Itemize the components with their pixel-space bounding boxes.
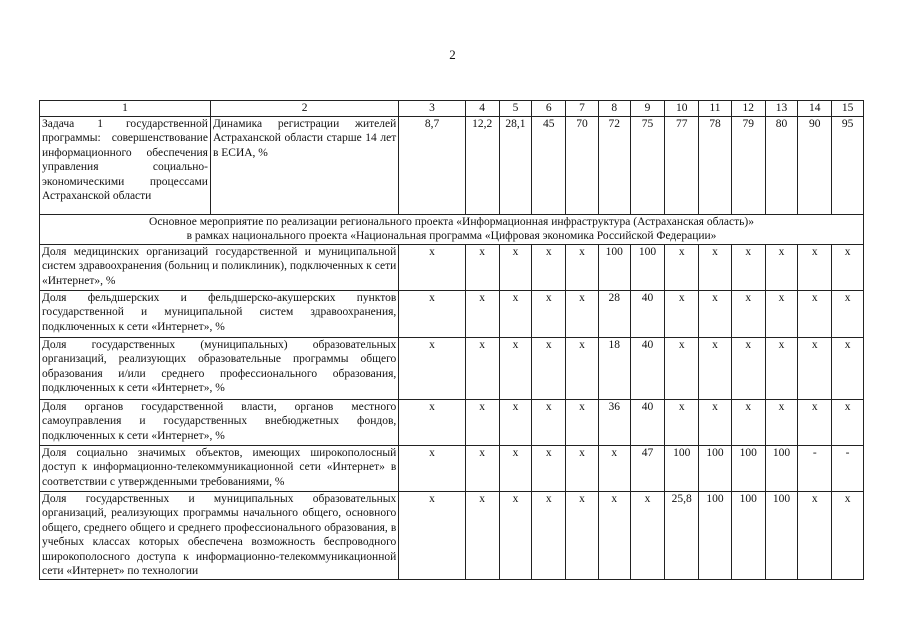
header-cell: 5 (499, 101, 532, 117)
task-indicator: Динамика регистрации жителей Астраханской области старше 14 лет в ЕСИА, % (210, 116, 398, 214)
header-cell: 10 (665, 101, 699, 117)
indicator-text: Доля медицинских организаций государственной и муниципальной систем здравоохранения (больниц и поликлиник), подключенных к сети «Интернет», % (40, 244, 399, 290)
value-cell: х (465, 491, 499, 579)
value-cell: 18 (598, 337, 630, 399)
indicator-table (39, 100, 864, 580)
value-cell: х (399, 445, 466, 491)
value-cell: х (465, 399, 499, 445)
value-cell: х (399, 337, 466, 399)
value-cell: х (798, 399, 832, 445)
value-cell: 100 (765, 445, 798, 491)
value-cell: 90 (798, 116, 832, 214)
value-cell: х (798, 337, 832, 399)
value-cell: х (499, 244, 532, 290)
indicator-text: Доля государственных (муниципальных) образовательных организаций, реализующих образовательные программы общего образования и/или среднего профессионального образования, подключенных к сети «Интернет», % (40, 337, 399, 399)
indicator-text: Доля социально значимых объектов, имеющих широкополосный доступ к информационно-телекоммуникационной сети «Интернет» в соответствии с утвержденными требованиями, % (40, 445, 399, 491)
header-cell: 7 (566, 101, 599, 117)
value-cell: 12,2 (465, 116, 499, 214)
value-cell: 47 (630, 445, 665, 491)
value-cell: 100 (765, 491, 798, 579)
indicator-row (40, 337, 864, 399)
value-cell: 28 (598, 290, 630, 337)
indicator-text: Доля фельдшерских и фельдшерско-акушерских пунктов государственной и муниципальной систем здравоохранения, подключенных к сети «Интернет», % (40, 290, 399, 337)
value-cell: - (832, 445, 864, 491)
value-cell: х (566, 445, 599, 491)
value-cell: 95 (832, 116, 864, 214)
value-cell: 100 (630, 244, 665, 290)
task-description: Задача 1 государственной программы: совершенствование информационного обеспечения управления социально-экономическими процессами Астраханской области (40, 116, 211, 214)
value-cell: 75 (630, 116, 665, 214)
section-title-line1: Основное мероприятие по реализации регионального проекта «Информационная инфраструктура (Астраханская область)» (149, 215, 754, 228)
value-cell: 80 (765, 116, 798, 214)
value-cell: 36 (598, 399, 630, 445)
header-cell: 6 (532, 101, 566, 117)
value-cell: х (765, 290, 798, 337)
header-cell: 8 (598, 101, 630, 117)
value-cell: х (665, 290, 699, 337)
value-cell: х (765, 337, 798, 399)
header-cell: 1 (40, 101, 211, 117)
header-cell: 13 (765, 101, 798, 117)
value-cell: х (765, 399, 798, 445)
value-cell: 100 (699, 491, 732, 579)
value-cell: х (399, 290, 466, 337)
value-cell: х (699, 290, 732, 337)
value-cell: 28,1 (499, 116, 532, 214)
value-cell: 45 (532, 116, 566, 214)
value-cell: х (566, 290, 599, 337)
value-cell: х (731, 290, 765, 337)
value-cell: х (699, 337, 732, 399)
task-row (40, 116, 864, 214)
indicator-row (40, 399, 864, 445)
value-cell: 100 (731, 445, 765, 491)
value-cell: 78 (699, 116, 732, 214)
header-cell: 4 (465, 101, 499, 117)
header-cell: 2 (210, 101, 398, 117)
value-cell: х (832, 399, 864, 445)
header-cell: 3 (399, 101, 466, 117)
value-cell: - (798, 445, 832, 491)
value-cell: 70 (566, 116, 599, 214)
value-cell: х (532, 445, 566, 491)
header-cell: 9 (630, 101, 665, 117)
value-cell: 8,7 (399, 116, 466, 214)
section-title-line2: в рамках национального проекта «Национальная программа «Цифровая экономика Российской Федерации» (186, 230, 717, 242)
value-cell: х (832, 491, 864, 579)
value-cell: х (765, 244, 798, 290)
header-cell: 14 (798, 101, 832, 117)
value-cell: х (630, 491, 665, 579)
indicator-text: Доля органов государственной власти, органов местного самоуправления и государственных внебюджетных фондов, подключенных к сети «Интернет», % (40, 399, 399, 445)
value-cell: 100 (665, 445, 699, 491)
value-cell: 40 (630, 337, 665, 399)
indicator-text: Доля государственных и муниципальных образовательных организаций, реализующих программы начального общего, основного общего, среднего общего и среднего профессионального образования, в учебных классах которых обеспечена возможность беспроводного широкополосного доступа к информационно-телекоммуникационной сети «Интернет» по технологии (40, 491, 399, 579)
section-title (40, 214, 864, 244)
value-cell: х (832, 290, 864, 337)
value-cell: х (731, 399, 765, 445)
value-cell: х (499, 399, 532, 445)
page-number: 2 (449, 47, 456, 62)
value-cell: х (465, 290, 499, 337)
header-cell: 11 (699, 101, 732, 117)
value-cell: х (566, 337, 599, 399)
value-cell: х (532, 399, 566, 445)
value-cell: х (532, 244, 566, 290)
value-cell: х (399, 244, 466, 290)
value-cell: х (665, 244, 699, 290)
value-cell: х (731, 337, 765, 399)
value-cell: х (499, 337, 532, 399)
header-cell: 12 (731, 101, 765, 117)
value-cell: х (566, 244, 599, 290)
value-cell: х (499, 445, 532, 491)
value-cell: 25,8 (665, 491, 699, 579)
value-cell: х (399, 399, 466, 445)
value-cell: х (699, 244, 732, 290)
value-cell: х (699, 399, 732, 445)
value-cell: 40 (630, 399, 665, 445)
value-cell: х (566, 399, 599, 445)
value-cell: х (532, 290, 566, 337)
header-row (40, 101, 864, 117)
value-cell: х (731, 244, 765, 290)
indicator-row (40, 290, 864, 337)
value-cell: 77 (665, 116, 699, 214)
value-cell: х (499, 491, 532, 579)
value-cell: х (798, 491, 832, 579)
value-cell: х (465, 337, 499, 399)
value-cell: х (465, 445, 499, 491)
value-cell: 100 (598, 244, 630, 290)
indicator-row (40, 244, 864, 290)
value-cell: х (798, 244, 832, 290)
value-cell: 79 (731, 116, 765, 214)
indicator-row (40, 445, 864, 491)
value-cell: х (566, 491, 599, 579)
value-cell: 72 (598, 116, 630, 214)
indicator-row (40, 491, 864, 579)
value-cell: х (832, 244, 864, 290)
value-cell: 100 (731, 491, 765, 579)
value-cell: х (665, 337, 699, 399)
header-cell: 15 (832, 101, 864, 117)
value-cell: 40 (630, 290, 665, 337)
value-cell: х (465, 244, 499, 290)
value-cell: х (832, 337, 864, 399)
value-cell: х (532, 491, 566, 579)
value-cell: х (499, 290, 532, 337)
value-cell: х (798, 290, 832, 337)
value-cell: х (532, 337, 566, 399)
value-cell: х (399, 491, 466, 579)
value-cell: х (598, 445, 630, 491)
value-cell: х (665, 399, 699, 445)
value-cell: х (598, 491, 630, 579)
section-title-row (40, 214, 864, 244)
value-cell: 100 (699, 445, 732, 491)
